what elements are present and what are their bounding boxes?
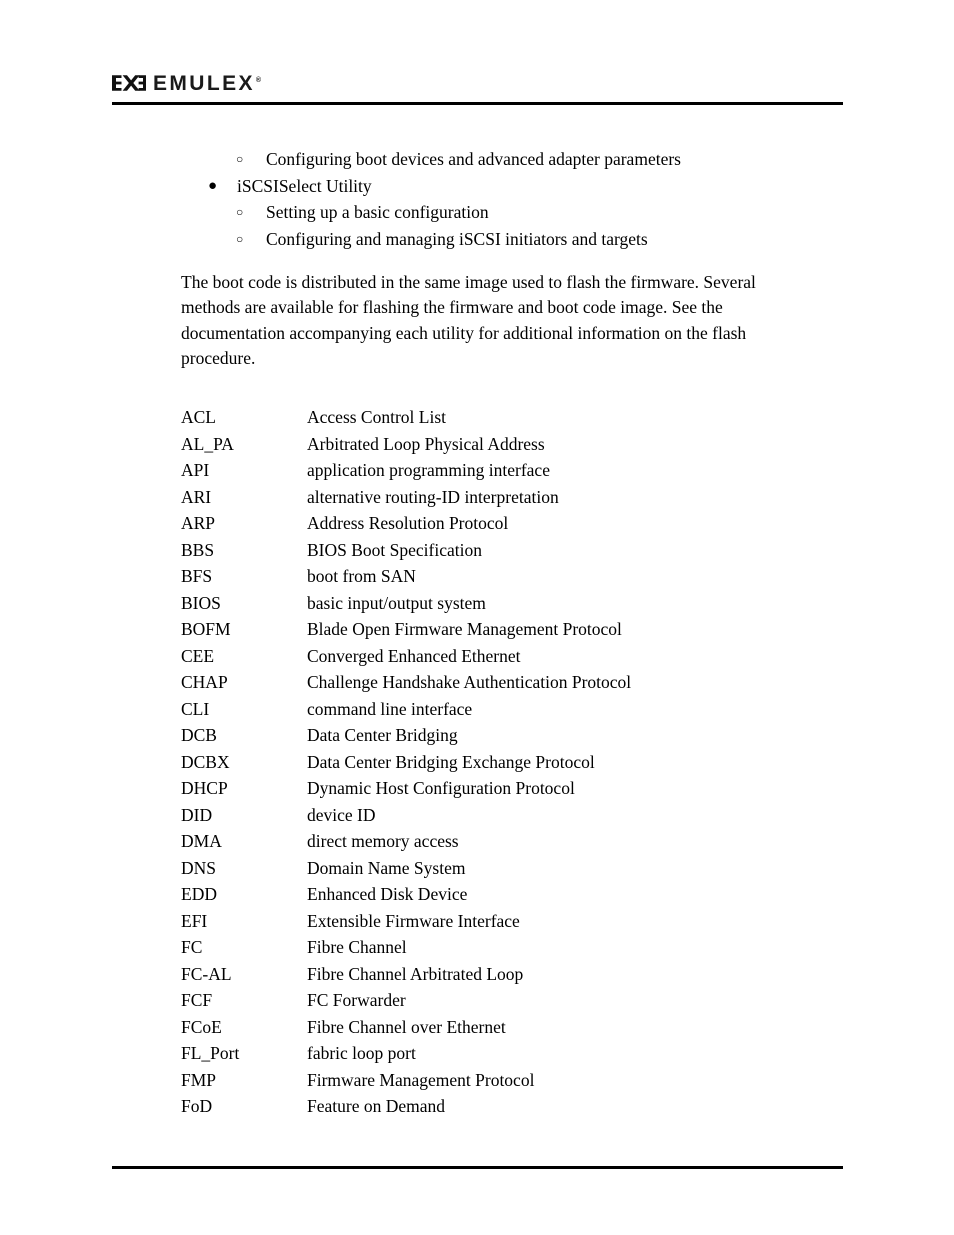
glossary-definition: boot from SAN <box>307 566 416 586</box>
glossary-definition: Feature on Demand <box>307 1096 446 1116</box>
glossary-row <box>181 749 841 776</box>
glossary-definition: FC Forwarder <box>307 990 406 1010</box>
glossary-term: DHCP <box>181 778 228 798</box>
glossary-row <box>181 696 841 723</box>
glossary-term: BBS <box>181 539 215 560</box>
glossary-term: ACL <box>181 407 216 427</box>
glossary-term: BOFM <box>181 619 231 639</box>
glossary-term: ARP <box>181 513 216 533</box>
list-item-label: Configuring boot devices and advanced adapter parameters <box>266 149 681 169</box>
glossary-term: CEE <box>181 645 215 666</box>
glossary-term: ARI <box>181 486 212 507</box>
glossary-row <box>181 590 841 617</box>
glossary-definition: basic input/output system <box>307 592 486 613</box>
emulex-logo <box>112 68 843 98</box>
footer-divider <box>112 1166 843 1169</box>
glossary-row <box>181 934 841 961</box>
glossary-row <box>181 643 841 670</box>
glossary-row <box>181 881 841 908</box>
emulex-bowtie-logo-icon <box>112 74 146 92</box>
glossary-term: AL_PA <box>181 433 234 454</box>
glossary-row <box>181 722 841 749</box>
glossary-definition: fabric loop port <box>307 1043 416 1063</box>
glossary-definition: Data Center Bridging Exchange Protocol <box>307 751 595 772</box>
emulex-logo-text <box>153 73 263 94</box>
glossary-row <box>181 1014 841 1041</box>
glossary-definition: Arbitrated Loop Physical Address <box>307 433 545 454</box>
glossary-definition: Blade Open Firmware Management Protocol <box>307 619 622 639</box>
glossary-row <box>181 1040 841 1067</box>
glossary-row <box>181 563 841 590</box>
glossary-term: DMA <box>181 831 222 851</box>
glossary-definition: Access Control List <box>307 407 447 427</box>
glossary-definition: command line interface <box>307 698 473 719</box>
glossary-definition: Extensible Firmware Interface <box>307 910 520 931</box>
glossary-term: BFS <box>181 566 213 586</box>
glossary-term: FC-AL <box>181 963 232 984</box>
glossary-definition: Converged Enhanced Ethernet <box>307 645 521 666</box>
glossary-row <box>181 669 841 696</box>
glossary-row <box>181 616 841 643</box>
glossary-term: FC <box>181 937 203 957</box>
bullet-list <box>181 146 841 252</box>
glossary-term: API <box>181 460 210 480</box>
glossary-row <box>181 1093 841 1120</box>
glossary-definition: Challenge Handshake Authentication Protocol <box>307 672 632 692</box>
glossary-row <box>181 510 841 537</box>
glossary-term: CHAP <box>181 672 228 692</box>
glossary-term: DCB <box>181 725 217 745</box>
glossary-term: EDD <box>181 884 217 904</box>
body-paragraph: The boot code is distributed in the same image used to flash the firmware. Several methods are available for flashing the firmware and boot code image. See the documentation accompanying each utility for additional information on the flash procedure. <box>181 271 756 368</box>
glossary-definition: Fibre Channel over Ethernet <box>307 1016 506 1037</box>
glossary-definition: Data Center Bridging <box>307 725 458 745</box>
glossary-term: FL_Port <box>181 1043 240 1063</box>
glossary-definition: Enhanced Disk Device <box>307 884 468 904</box>
glossary-term: FMP <box>181 1069 217 1090</box>
glossary-term: FCF <box>181 990 213 1010</box>
glossary-definition: Dynamic Host Configuration Protocol <box>307 778 575 798</box>
list-item <box>181 199 841 226</box>
glossary-list <box>181 404 841 1120</box>
bullet-marker-open-circle-icon: ○ <box>236 152 244 166</box>
registered-trademark-icon: ® <box>255 76 264 84</box>
glossary-definition: alternative routing-ID interpretation <box>307 486 559 507</box>
glossary-term: EFI <box>181 910 208 931</box>
glossary-row <box>181 431 841 458</box>
glossary-definition: application programming interface <box>307 460 550 480</box>
glossary-term: CLI <box>181 698 210 719</box>
emulex-wordmark: EMULEX <box>153 71 255 95</box>
glossary-term: DID <box>181 804 213 825</box>
glossary-definition: Fibre Channel <box>307 937 407 957</box>
list-item-label: Setting up a basic configuration <box>266 202 489 222</box>
glossary-row <box>181 404 841 431</box>
glossary-row <box>181 457 841 484</box>
glossary-row <box>181 537 841 564</box>
glossary-row <box>181 961 841 988</box>
glossary-term: FCoE <box>181 1016 222 1037</box>
glossary-row <box>181 828 841 855</box>
list-item-label: Configuring and managing iSCSI initiators and targets <box>266 228 648 249</box>
bullet-marker-open-circle-icon: ○ <box>236 231 244 246</box>
glossary-term: DNS <box>181 857 217 878</box>
glossary-row <box>181 908 841 935</box>
header-divider <box>112 102 843 105</box>
glossary-definition: direct memory access <box>307 831 459 851</box>
glossary-row <box>181 855 841 882</box>
glossary-definition: Fibre Channel Arbitrated Loop <box>307 963 524 984</box>
glossary-definition: Address Resolution Protocol <box>307 513 509 533</box>
glossary-term: BIOS <box>181 592 221 613</box>
glossary-row <box>181 484 841 511</box>
glossary-row <box>181 775 841 802</box>
glossary-definition: Firmware Management Protocol <box>307 1069 535 1090</box>
glossary-row <box>181 1067 841 1094</box>
glossary-row <box>181 802 841 829</box>
glossary-definition: BIOS Boot Specification <box>307 539 482 560</box>
glossary-term: FoD <box>181 1096 213 1116</box>
glossary-definition: device ID <box>307 804 376 825</box>
glossary-definition: Domain Name System <box>307 857 466 878</box>
glossary-term: DCBX <box>181 751 230 772</box>
list-item <box>181 146 841 173</box>
list-item <box>181 226 841 253</box>
list-item-label: iSCSISelect Utility <box>237 175 372 196</box>
page-header <box>112 68 843 98</box>
bullet-marker-filled-dot-icon: ● <box>208 177 218 194</box>
glossary-row <box>181 987 841 1014</box>
bullet-marker-open-circle-icon: ○ <box>236 205 244 219</box>
list-item <box>181 173 841 200</box>
